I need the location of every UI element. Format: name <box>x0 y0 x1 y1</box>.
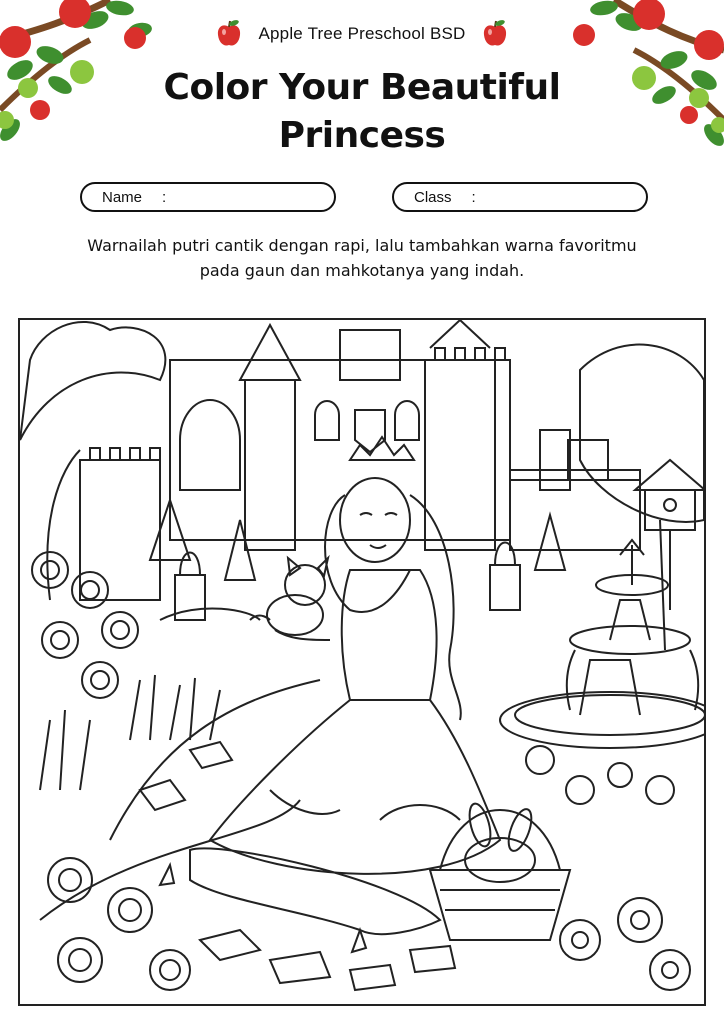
instruction-line-2: pada gaun dan mahkotanya yang indah. <box>199 261 525 280</box>
instruction-line-1: Warnailah putri cantik dengan rapi, lalu tambahkan warna favoritmu <box>87 236 637 255</box>
instruction-text <box>40 233 684 283</box>
birdhouse <box>635 460 704 610</box>
rose-bushes <box>32 552 690 990</box>
page-title <box>150 64 574 160</box>
name-colon: : <box>162 188 167 206</box>
kitten <box>250 558 328 635</box>
school-header <box>0 16 724 52</box>
lavender <box>40 675 220 790</box>
apple-icon <box>214 19 244 49</box>
princess-garden-coloring-illustration <box>20 320 704 1004</box>
school-name: Apple Tree Preschool BSD <box>258 24 466 43</box>
class-label: Class <box>414 188 452 206</box>
coloring-artwork-frame <box>18 318 706 1006</box>
class-field[interactable] <box>392 182 648 212</box>
title-line-2: Princess <box>278 115 446 156</box>
class-colon: : <box>471 188 476 206</box>
stone-paving <box>140 742 455 990</box>
name-label: Name <box>102 188 143 206</box>
apple-icon <box>480 19 510 49</box>
fountain <box>500 540 704 748</box>
name-field[interactable] <box>80 182 336 212</box>
title-line-1: Color Your Beautiful <box>163 67 561 108</box>
cushion <box>160 848 440 952</box>
princess <box>210 437 500 874</box>
basket-with-bunny <box>430 801 570 940</box>
